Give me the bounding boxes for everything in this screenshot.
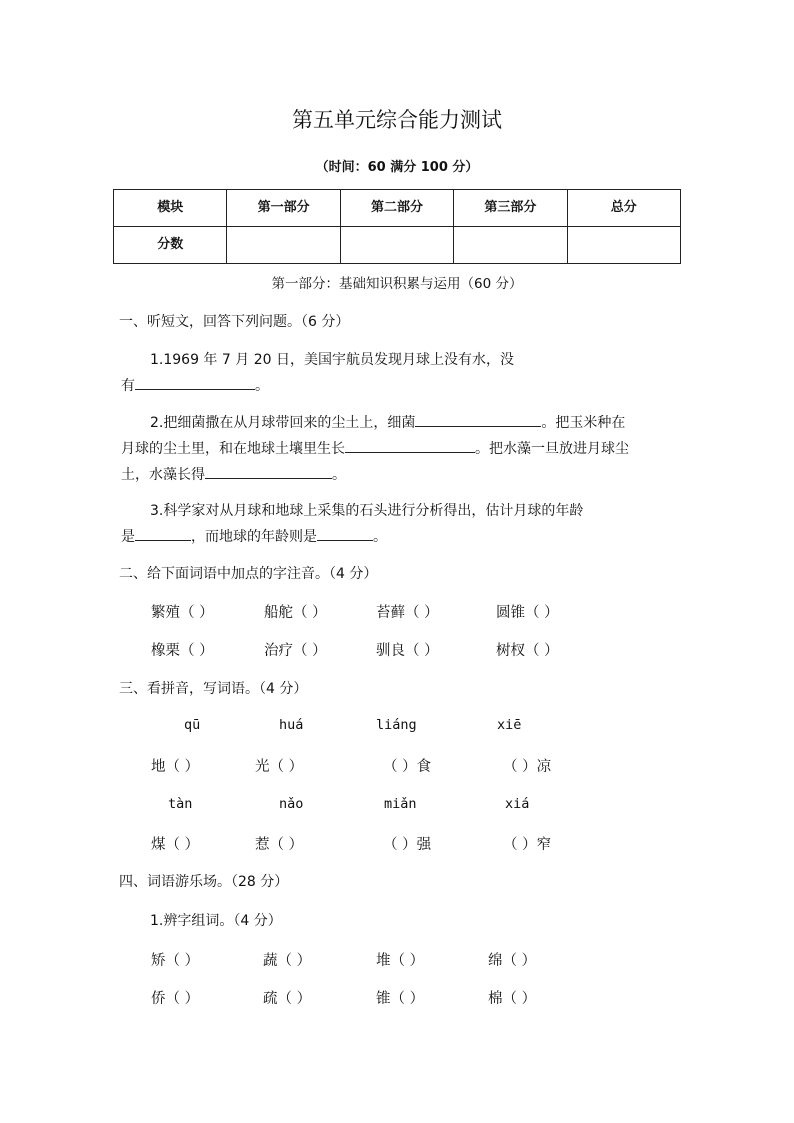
q2-item-4[interactable]: 圆锥（ ）	[496, 605, 559, 621]
q4-item-7[interactable]: 锥（ ）	[376, 991, 425, 1007]
q3-pinyin-1: qū	[184, 717, 201, 733]
q1-s3-line1: 3.科学家对从月球和地球上采集的石头进行分析得出，估计月球的年龄	[150, 503, 584, 519]
score-cell-part3[interactable]	[454, 227, 567, 264]
score-cell-part2[interactable]	[340, 227, 453, 264]
header-part2: 第二部分	[340, 190, 453, 227]
score-table	[113, 189, 681, 264]
q2-item-8[interactable]: 树杈（ ）	[496, 643, 559, 659]
score-table-header-row	[114, 190, 681, 227]
q2-item-5[interactable]: 橡栗（ ）	[151, 643, 214, 659]
q1-s2-text3: 月球的尘土里，和在地球土壤里生长	[121, 441, 345, 457]
q4-item-6[interactable]: 疏（ ）	[263, 991, 312, 1007]
q2-heading: 二、给下面词语中加点的字注音。（4 分）	[119, 566, 378, 582]
q1-s1-line2	[121, 375, 269, 395]
q1-s2-line1	[150, 412, 625, 432]
q1-s2-text6: 。	[332, 467, 346, 483]
q1-s3-line2	[121, 526, 387, 546]
q2-item-2[interactable]: 船舵（ ）	[264, 605, 327, 621]
header-module: 模块	[114, 190, 227, 227]
header-part1: 第一部分	[227, 190, 340, 227]
q1-s3-answer-blank-1[interactable]	[135, 526, 191, 541]
q1-heading: 一、听短文，回答下列问题。（6 分）	[119, 314, 350, 330]
q4-item-4[interactable]: 绵（ ）	[488, 953, 537, 969]
part1-heading: 第一部分：基础知识积累与运用（60 分）	[271, 276, 523, 292]
q4-heading: 四、词语游乐场。（28 分）	[119, 874, 289, 890]
q3-pinyin-7: miǎn	[384, 796, 417, 812]
header-part3: 第三部分	[454, 190, 567, 227]
q3-heading: 三、看拼音，写词语。（4 分）	[119, 681, 308, 697]
q1-s2-text5: 土，水藻长得	[121, 467, 205, 483]
q1-s2-text4: 。把水藻一旦放进月球尘	[475, 441, 629, 457]
q1-s2-answer-blank-3[interactable]	[205, 464, 332, 479]
q3-pinyin-6: nǎo	[279, 796, 304, 812]
q4-item-3[interactable]: 堆（ ）	[376, 953, 425, 969]
q3-word-5[interactable]: 煤（ ）	[151, 837, 200, 853]
q1-s3-text1: 是	[121, 529, 135, 545]
q1-s2-answer-blank-2[interactable]	[345, 438, 475, 453]
q3-word-4[interactable]: （ ）凉	[503, 759, 552, 775]
q3-pinyin-4: xiē	[497, 717, 522, 733]
q4-item-5[interactable]: 侨（ ）	[151, 991, 200, 1007]
q3-pinyin-3: liáng	[376, 717, 417, 733]
q3-pinyin-2: huá	[279, 717, 304, 733]
q1-s3-answer-blank-2[interactable]	[317, 526, 373, 541]
q4-item-2[interactable]: 蔬（ ）	[263, 953, 312, 969]
q1-s1-suffix: 。	[255, 378, 269, 394]
q1-s3-text2: ，而地球的年龄则是	[191, 529, 317, 545]
q1-s1-line1: 1.1969 年 7 月 20 日，美国宇航员发现月球上没有水，没	[150, 352, 514, 368]
q2-item-1[interactable]: 繁殖（ ）	[151, 605, 214, 621]
q3-pinyin-5: tàn	[168, 796, 193, 812]
score-row-label: 分数	[114, 227, 227, 264]
q1-s1-prefix: 有	[121, 378, 135, 394]
q3-pinyin-8: xiá	[505, 796, 530, 812]
q2-item-6[interactable]: 治疗（ ）	[264, 643, 327, 659]
q1-s2-line2	[121, 438, 629, 458]
q1-s2-line3	[121, 464, 346, 484]
q2-item-3[interactable]: 苔藓（ ）	[376, 605, 439, 621]
q3-word-7[interactable]: （ ）强	[383, 837, 432, 853]
q3-word-2[interactable]: 光（ ）	[255, 759, 304, 775]
score-table-score-row	[114, 227, 681, 264]
score-cell-part1[interactable]	[227, 227, 340, 264]
header-total: 总分	[567, 190, 680, 227]
test-time-info: （时间：60 满分 100 分）	[315, 160, 479, 175]
q1-s1-answer-blank[interactable]	[135, 375, 255, 390]
q2-item-7[interactable]: 驯良（ ）	[376, 643, 439, 659]
q4-item-8[interactable]: 棉（ ）	[488, 991, 537, 1007]
page-title: 第五单元综合能力测试	[292, 108, 502, 132]
q1-s2-text1: 2.把细菌撒在从月球带回来的尘土上，细菌	[150, 415, 416, 431]
q4-sub1-heading: 1.辨字组词。（4 分）	[150, 913, 282, 929]
q1-s2-answer-blank-1[interactable]	[415, 412, 541, 427]
score-cell-total[interactable]	[567, 227, 680, 264]
q3-word-1[interactable]: 地（ ）	[151, 759, 200, 775]
q1-s3-text3: 。	[373, 529, 387, 545]
q3-word-6[interactable]: 惹（ ）	[255, 837, 304, 853]
q3-word-3[interactable]: （ ）食	[383, 759, 432, 775]
q3-word-8[interactable]: （ ）窄	[503, 837, 552, 853]
q4-item-1[interactable]: 矫（ ）	[151, 953, 200, 969]
q1-s2-text2: 。把玉米种在	[541, 415, 626, 431]
